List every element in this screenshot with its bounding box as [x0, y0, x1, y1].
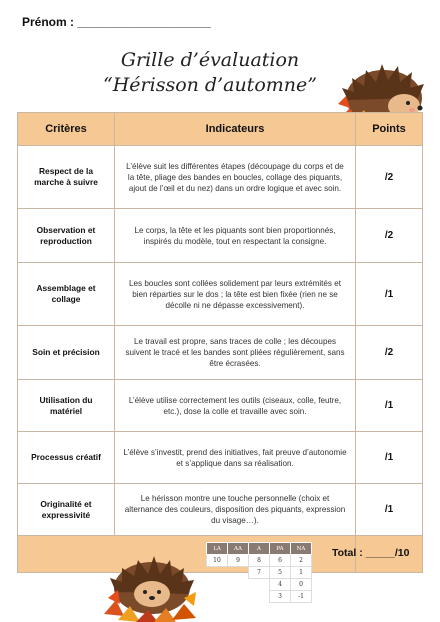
table-row	[18, 432, 423, 484]
hedgehog-icon	[104, 548, 200, 622]
title-line-1: Grille d’évaluation	[120, 49, 300, 71]
criteria-cell: Soin et précision	[18, 326, 115, 380]
scale-header-la: LA	[207, 543, 228, 555]
table-row	[18, 146, 423, 209]
scale-cell: 5	[270, 567, 291, 579]
scale-cell: 10	[207, 555, 228, 567]
criteria-cell: Originalité et expressivité	[18, 484, 115, 536]
scale-header-row	[207, 543, 312, 555]
points-cell: /1	[356, 484, 423, 536]
table-row	[18, 484, 423, 536]
points-cell: /2	[356, 146, 423, 209]
indicator-cell: Le corps, la tête et les piquants sont bien proportionnés, inspirés du modèle, tout en respectant la consigne.	[115, 209, 356, 263]
page-title	[40, 48, 380, 98]
scale-row	[207, 579, 312, 591]
scale-cell	[249, 579, 270, 591]
header-points: Points	[356, 113, 423, 146]
scale-cell	[228, 567, 249, 579]
title-line-2: “Hérisson d’automne”	[103, 74, 317, 96]
grading-scale-table	[206, 542, 312, 603]
scale-cell	[249, 591, 270, 603]
indicator-cell: L’élève utilise correctement les outils (ciseaux, colle, feutre, etc.), dose la colle et travaille avec soin.	[115, 380, 356, 432]
scale-header-na: NA	[291, 543, 312, 555]
indicator-cell: Le travail est propre, sans traces de colle ; les découpes suivent le tracé et les bandes sont pliées régulièrement, sans être écrasées.	[115, 326, 356, 380]
indicator-cell: Les boucles sont collées solidement par leurs extrémités et bien réparties sur le dos ; la tête est bien fixée (rien ne se décolle ni ne dépasse excessivement).	[115, 263, 356, 326]
grid-header-row	[18, 113, 423, 146]
points-cell: /1	[356, 432, 423, 484]
table-row	[18, 326, 423, 380]
header-criteria: Critères	[18, 113, 115, 146]
criteria-cell: Processus créatif	[18, 432, 115, 484]
indicator-cell: L’élève s’investit, prend des initiatives, fait preuve d’autonomie et s’applique dans sa réalisation.	[115, 432, 356, 484]
scale-cell: 2	[291, 555, 312, 567]
points-cell: /1	[356, 263, 423, 326]
indicator-cell: Le hérisson montre une touche personnelle (choix et alternance des couleurs, disposition des piquants, expression du visage…).	[115, 484, 356, 536]
scale-cell	[228, 591, 249, 603]
scale-row	[207, 591, 312, 603]
scale-cell	[207, 591, 228, 603]
scale-cell: -1	[291, 591, 312, 603]
scale-cell: 6	[270, 555, 291, 567]
table-row	[18, 263, 423, 326]
scale-header-aa: AA	[228, 543, 249, 555]
criteria-cell: Assemblage et collage	[18, 263, 115, 326]
points-cell: /1	[356, 380, 423, 432]
table-row	[18, 380, 423, 432]
scale-cell: 1	[291, 567, 312, 579]
table-row	[18, 209, 423, 263]
scale-cell	[207, 579, 228, 591]
scale-cell: 8	[249, 555, 270, 567]
scale-cell: 0	[291, 579, 312, 591]
indicator-cell: L’élève suit les différentes étapes (découpage du corps et de la tête, pliage des bandes en boucles, collage des piquants, ajout de l’œil et du nez) dans un ordre logique et avec soin.	[115, 146, 356, 209]
scale-cell: 4	[270, 579, 291, 591]
total-score: Total : _____/10	[332, 547, 410, 559]
scale-cell: 7	[249, 567, 270, 579]
prenom-field-label: Prénom : ____________________	[22, 15, 211, 29]
scale-row	[207, 567, 312, 579]
evaluation-grid	[17, 112, 423, 573]
scale-cell	[207, 567, 228, 579]
scale-header-a: A	[249, 543, 270, 555]
points-cell: /2	[356, 326, 423, 380]
points-cell: /2	[356, 209, 423, 263]
header-indicators: Indicateurs	[115, 113, 356, 146]
scale-cell	[228, 579, 249, 591]
criteria-cell: Respect de la marche à suivre	[18, 146, 115, 209]
scale-row	[207, 555, 312, 567]
scale-header-pa: PA	[270, 543, 291, 555]
criteria-cell: Utilisation du matériel	[18, 380, 115, 432]
scale-cell: 3	[270, 591, 291, 603]
scale-cell: 9	[228, 555, 249, 567]
criteria-cell: Observation et reproduction	[18, 209, 115, 263]
